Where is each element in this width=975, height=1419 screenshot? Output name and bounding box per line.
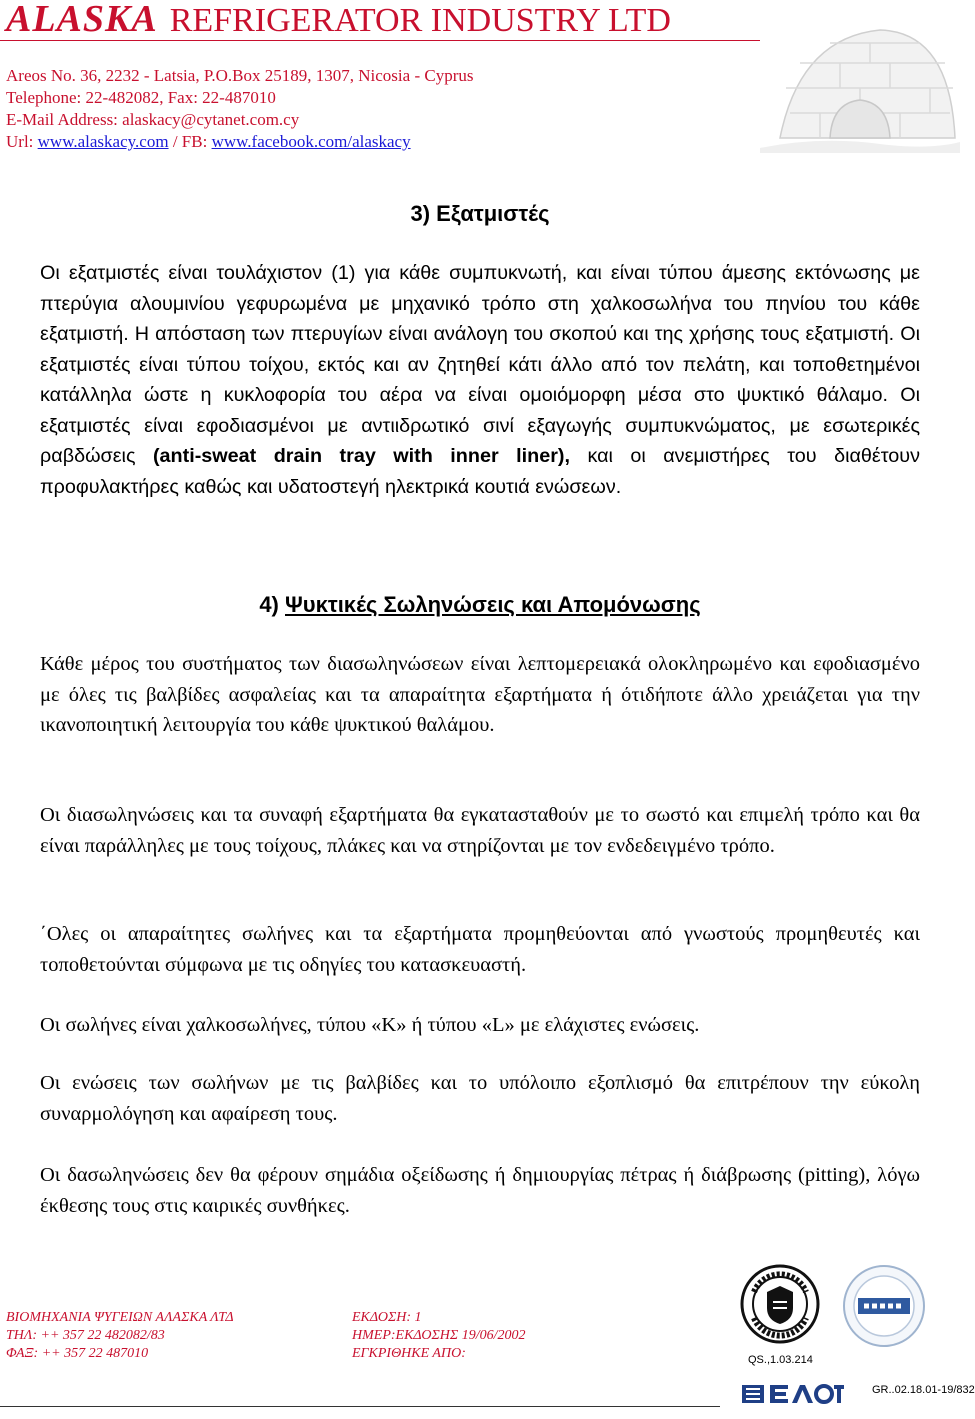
section-3-text-end: και οι ανεμιστήρες του διαθέτουν προφυλακτήρες καθώς και υδατοστεγή ηλεκτρικά κουτιά ενώσεων. — [40, 445, 920, 498]
email-label: E-Mail Address: — [6, 110, 123, 129]
footer-divider — [0, 1406, 720, 1407]
section-4-title: Ψυκτικές Σωληνώσεις και Απομόνωσης — [285, 592, 701, 617]
section-4-paragraph-3: ΄Ολες οι απαραίτητες σωλήνες και τα εξαρτήματα προμηθεύονται από γνωστούς προμηθευτές και τοποθετούνται σύμφωνα με τις οδηγίες του κατασκευαστή. — [40, 923, 920, 976]
contact-url — [6, 132, 411, 152]
section-3-heading: 3) Εξατμιστές — [410, 201, 550, 226]
contact-email — [6, 110, 299, 130]
section-4-paragraph-4: Οι σωλήνες είναι χαλκοσωλήνες, τύπου «Κ» ή τύπου «L» με ελάχιστες ενώσεις. — [40, 1014, 700, 1036]
contact-phone: Telephone: 22-482082, Fax: 22-487010 — [6, 88, 276, 107]
section-3-text: Οι εξατμιστές είναι τουλάχιστον (1) για κάθε συμπυκνωτή, και είναι τύπου άμεσης εκτόνωσης με πτερύγια αλουμινίου γεφυρωμένα με μηχανικό τρόπο στη χαλκοσωλήνα του πηνίου του κάθε εξατμιστή. Η απόσταση των πτερυγίων είναι ανάλογη του σκοπού και της χρήσης τους εξατμιστή. Οι εξατμιστές είναι τύπου τοίχου, εκτός και αν ζητηθεί κάτι άλλο από τον πελάτη, και τοποθετημένοι κατάλληλα ώστε η κυκλοφορία του αέρα να είναι ομοιόμορφη μέσα στο ψυκτικό θάλαμο. Οι εξατμιστές είναι εφοδιασμένοι με αντιιδρωτικό σινί εξαγωγής συμπυκνώματος, με εσωτερικές ραβδώσεις — [40, 262, 920, 467]
elot-logo-icon — [740, 1379, 844, 1407]
section-4-number: 4) — [259, 592, 285, 617]
section-4-paragraph-5: Οι ενώσεις των σωλήνων με τις βαλβίδες και το υπόλοιπο εξοπλισμό θα επιτρέπουν την εύκολη συναρμολόγηση και αφαίρεση τους. — [40, 1072, 920, 1125]
section-4-paragraph-2: Οι διασωληνώσεις και τα συναφή εξαρτήματα θα εγκατασταθούν με το σωστό και επιμελή τρόπο και θα είναι παράλληλες με τους τοίχους, πλάκες και να στηρίζονται με τον ενδεδειγμένο τρόπο. — [40, 804, 920, 857]
igloo-logo-icon — [760, 8, 960, 153]
section-4-paragraph-1: Κάθε μέρος του συστήματος των διασωληνώσεων είναι λεπτομερειακά ολοκληρωμένο και εφοδιασμένο με όλες τις βαλβίδες ασφαλείας και τα απαραίτητα εξαρτήματα ή ότιδήποτε άλλο χρειάζεται για την ικανοποιητική λειτουργία του κάθε ψυκτικού θαλάμου. — [40, 653, 920, 736]
email-value: alaskacy@cytanet.com.cy — [122, 110, 300, 129]
footer-edition-date: ΗΜΕΡ:ΕΚΔΟΣΗΣ 19/06/2002 — [352, 1328, 526, 1343]
company-name-rest: REFRIGERATOR INDUSTRY LTD — [169, 2, 671, 39]
facebook-link[interactable]: www.facebook.com/alaskacy — [211, 132, 411, 151]
gr-certificate-code: GR..02.18.01-19/832 — [872, 1384, 975, 1396]
certified-quality-system-seal-icon — [740, 1262, 820, 1348]
qs-certificate-code: QS.,1.03.214 — [748, 1354, 813, 1366]
section-4-heading — [0, 591, 960, 619]
section-3-bold-term: (anti-sweat drain tray with inner liner), — [152, 445, 570, 467]
contact-address: Areos No. 36, 2232 - Latsia, P.O.Box 25189, 1307, Nicosia - Cyprus — [6, 66, 474, 85]
footer-edition: ΕΚΔΟΣΗ: 1 — [352, 1310, 422, 1325]
fb-separator: / FB: — [168, 132, 212, 151]
footer-phone: ΤΗΛ: ++ 357 22 482082/83 — [6, 1328, 165, 1343]
footer-approved-by: ΕΓΚΡΙΘΗΚΕ ΑΠΟ: — [352, 1346, 466, 1361]
header-divider — [0, 40, 760, 41]
section-4-paragraph-6: Οι δασωληνώσεις δεν θα φέρουν σημάδια οξείδωσης ή δημιουργίας πέτρας ή διάβρωσης (pitting), λόγω έκθεσης τους στις καιρικές συνθήκες. — [40, 1164, 920, 1217]
section-3-paragraph — [40, 258, 920, 502]
footer-fax: ΦΑΞ: ++ 357 22 487010 — [6, 1346, 149, 1361]
url-label: Url: — [6, 132, 38, 151]
footer-company: ΒΙΟΜΗΧΑΝΙΑ ΨΥΓΕΙΩΝ ΑΛΑΣΚΑ ΛΤΔ — [6, 1310, 234, 1325]
website-link[interactable]: www.alaskacy.com — [37, 132, 169, 151]
brand-name: ALASKA — [6, 0, 158, 40]
iqnet-seal-icon — [842, 1262, 926, 1352]
